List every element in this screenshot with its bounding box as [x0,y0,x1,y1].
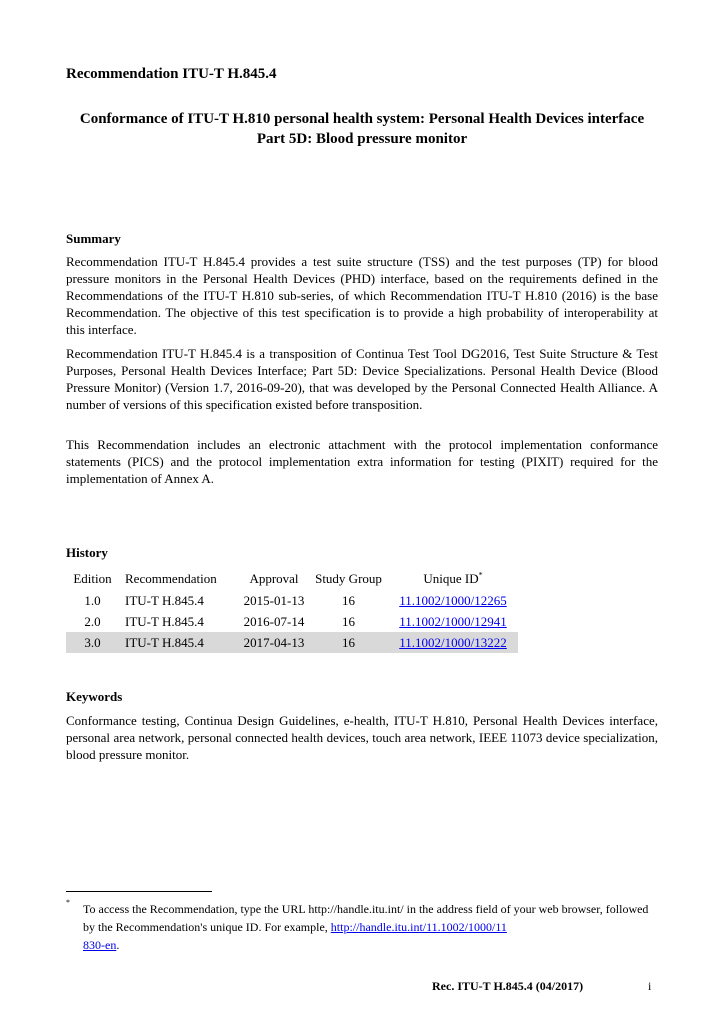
footnote-separator [66,891,212,892]
summary-paragraph-1: Recommendation ITU-T H.845.4 provides a test suite structure (TSS) and the test purposes (TP) for blood pressure monitors in the Personal Health Devices (PHD) interface, based on the requirements defined in the Recommendations of the ITU-T H.810 sub-series, of which Recommendation ITU-T H.810 (2016) is the base Recommendation. The objective of this test specification is to provide a high probability of interoperability at this interface. [66,254,658,337]
footnote-link-part-1: http://handle.itu.int/11.1002/1000/11 [330,920,507,934]
table-row-current [66,632,518,653]
footnote-text-end: . [116,938,120,952]
cell-approval: 2015-01-13 [243,592,305,608]
unique-id-link[interactable]: 11.1002/1000/12941 [399,613,507,629]
column-header-unique-id [388,568,518,590]
cell-approval: 2017-04-13 [239,632,309,653]
cell-study-group: 16 [342,613,355,629]
cell-edition: 3.0 [66,632,119,653]
cell-edition: 1.0 [84,592,101,608]
column-header-study-group: Study Group [315,571,382,586]
footnote-text [83,900,659,954]
footnote-text-body: To access the Recommendation, type the URL http://handle.itu.int/ in the address field of your web browser, followed by the Recommendation's unique ID. For example, [83,902,649,934]
column-header-edition: Edition [73,571,112,586]
page-number: i [648,979,652,993]
cell-recommendation: ITU-T H.845.4 [125,613,204,629]
cell-unique-id [388,611,518,632]
history-header-row [66,568,518,590]
cell-recommendation: ITU-T H.845.4 [125,592,204,608]
summary-paragraph-2: Recommendation ITU-T H.845.4 is a transposition of Continua Test Tool DG2016, Test Suite Structure & Test Purposes, Personal Health Devices Interface; Part 5D: Device Specializations. Personal Health Device (Blood Pressure Monitor) (Version 1.7, 2016-09-20), that was developed by the Personal Connected Health Alliance. A number of versions of this specification existed before transposition. [66,346,658,412]
unique-id-link[interactable]: 11.1002/1000/12265 [399,592,507,608]
summary-paragraph-3: This Recommendation includes an electronic attachment with the protocol implementation conformance statements (PICS) and the protocol implementation extra information for testing (PIXIT) required for the implementation of Annex A. [66,437,658,486]
cell-recommendation: ITU-T H.845.4 [119,632,239,653]
cell-edition: 2.0 [84,613,101,629]
column-header-recommendation: Recommendation [125,571,217,586]
recommendation-title: Recommendation ITU-T H.845.4 [66,66,277,82]
table-row [66,590,518,611]
footnote-reference-mark: * [478,570,483,580]
page-footer-reference: Rec. ITU-T H.845.4 (04/2017) [432,979,584,993]
keywords-heading: Keywords [66,689,123,704]
document-main-title: Conformance of ITU-T H.810 personal health system: Personal Health Devices interface Part 5D: Blood pressure monitor [79,111,645,147]
history-table [66,568,518,653]
footnote-link-part-2: 830-en [83,938,117,952]
cell-approval: 2016-07-14 [243,613,305,629]
column-header-approval: Approval [249,571,299,586]
unique-id-label: Unique ID [423,571,479,586]
unique-id-link[interactable]: 11.1002/1000/13222 [399,634,507,650]
footnote-mark: * [66,898,70,907]
table-row [66,611,518,632]
keywords-text: Conformance testing, Continua Design Guidelines, e-health, ITU-T H.810, Personal Health Devices interface, personal area network, personal connected health devices, touch area network, IEEE 11073 device specialization, blood pressure monitor. [66,713,658,762]
cell-unique-id [388,590,518,611]
cell-study-group: 16 [342,592,355,608]
history-heading: History [66,545,108,560]
cell-unique-id [388,632,518,653]
cell-study-group: 16 [309,632,388,653]
summary-heading: Summary [66,231,121,246]
